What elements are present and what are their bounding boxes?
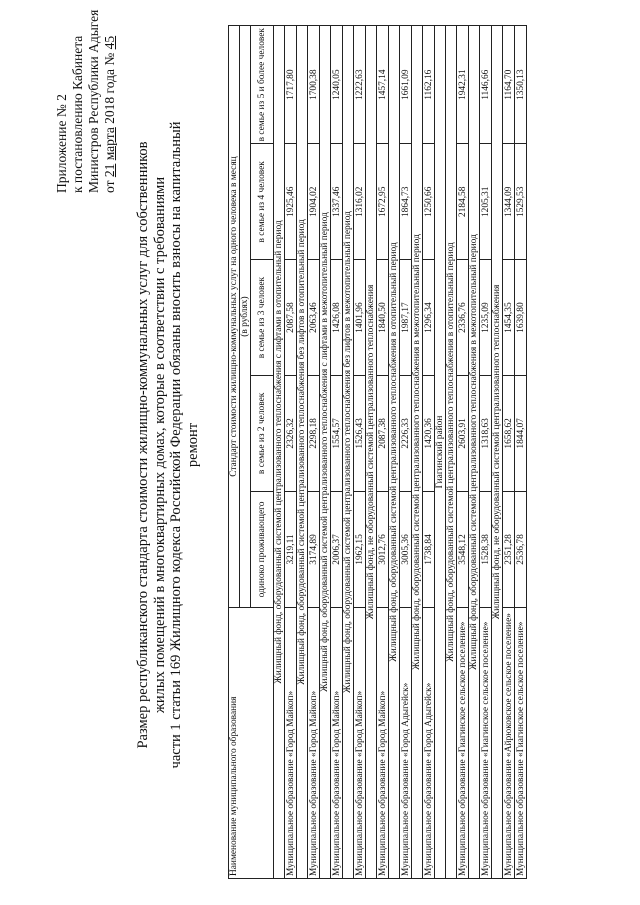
cost-value: 1962,15 — [354, 491, 366, 607]
cost-value: 3005,36 — [400, 491, 412, 607]
table-body — [274, 26, 527, 879]
table-row — [457, 26, 469, 879]
table-row — [515, 26, 527, 879]
housing-category-row — [366, 26, 377, 879]
cost-value: 2536,78 — [515, 491, 527, 607]
cost-value: 1639,80 — [515, 260, 527, 376]
cost-value: 1717,80 — [285, 26, 297, 144]
cost-value: 1672,95 — [377, 144, 389, 260]
cost-value: 1925,46 — [285, 144, 297, 260]
decree-number: 45 — [102, 35, 117, 50]
cost-value: 1840,50 — [377, 260, 389, 376]
table-row — [354, 26, 366, 879]
column-header-municipality: Наименование муниципального образования — [229, 608, 274, 879]
column-group-unit: (в рублях) — [240, 26, 251, 608]
table-header-row — [229, 26, 240, 879]
housing-category-row — [389, 26, 400, 879]
cost-value: 3219,11 — [285, 491, 297, 607]
cost-value: 3548,12 — [457, 491, 469, 607]
column-header: в семье из 5 и более человек — [251, 26, 274, 144]
housing-category-row — [320, 26, 331, 879]
table-row — [480, 26, 492, 879]
housing-category-row — [274, 26, 285, 879]
appendix-title: Приложение № 2 — [54, 94, 69, 193]
cost-value: 1401,96 — [354, 260, 366, 376]
municipality-name: Муниципальное образование «Город Адыгейск» — [400, 608, 412, 879]
cost-value: 1205,31 — [480, 144, 492, 260]
housing-category: Жилищный фонд, не оборудованный системой централизованного теплоснабжения — [492, 26, 503, 879]
cost-value: 2603,91 — [457, 375, 469, 491]
date-year: 2018 года № — [102, 52, 117, 124]
date-prefix: от — [102, 180, 117, 193]
table-row — [423, 26, 435, 879]
housing-category-row — [343, 26, 354, 879]
housing-category: Жилищный фонд, оборудованный системой централизованного теплоснабжения без лифтов в отопительный период — [297, 26, 308, 879]
cost-value: 1337,46 — [331, 144, 343, 260]
cost-value: 2336,76 — [457, 260, 469, 376]
housing-category: Жилищный фонд, оборудованный системой централизованного теплоснабжения в межотопительный период — [412, 26, 423, 879]
table-row — [503, 26, 515, 879]
table-row — [308, 26, 320, 879]
title-line: части 1 статьи 169 Жилищного кодекса Российской Федерации обязаны вносить взносы на капитальный ремонт — [168, 121, 201, 769]
cost-value: 1250,66 — [423, 144, 435, 260]
municipality-name: Муниципальное образование «Город Майкоп» — [308, 608, 320, 879]
appendix-line-3: Министров Республики Адыгея — [86, 9, 101, 193]
cost-value: 1420,36 — [423, 375, 435, 491]
cost-value: 1222,63 — [354, 26, 366, 144]
date-month: марта — [102, 127, 117, 161]
cost-value: 1554,57 — [331, 375, 343, 491]
housing-category: Жилищный фонд, оборудованный системой централизованного теплоснабжения с лифтами в отопительный период — [274, 26, 285, 879]
district-name: Гиагинский район — [435, 26, 446, 879]
cost-value: 1658,62 — [503, 375, 515, 491]
cost-value: 1528,38 — [480, 491, 492, 607]
cost-value: 1162,16 — [423, 26, 435, 144]
cost-value: 1661,09 — [400, 26, 412, 144]
column-header: в семье из 3 человек — [251, 260, 274, 376]
cost-value: 2226,33 — [400, 375, 412, 491]
title-line: Размер республиканского стандарта стоимости жилищно-коммунальных услуг для собственников — [135, 141, 151, 749]
cost-value: 1864,73 — [400, 144, 412, 260]
district-section-row — [435, 26, 446, 879]
cost-value: 1235,09 — [480, 260, 492, 376]
housing-category: Жилищный фонд, не оборудованный системой централизованного теплоснабжения — [366, 26, 377, 879]
housing-category-row — [492, 26, 503, 879]
housing-category: Жилищный фонд, оборудованный системой централизованного теплоснабжения без лифтов в межотопительный период — [343, 26, 354, 879]
housing-category-row — [297, 26, 308, 879]
municipality-name: Муниципальное образование «Город Адыгейск» — [423, 608, 435, 879]
cost-value: 1164,70 — [503, 26, 515, 144]
column-header: в семье из 2 человек — [251, 375, 274, 491]
cost-value: 2298,18 — [308, 375, 320, 491]
appendix-date — [102, 23, 118, 193]
cost-value: 1318,63 — [480, 375, 492, 491]
date-day: 21 — [102, 163, 117, 178]
appendix-header — [54, 9, 118, 193]
cost-value: 1738,84 — [423, 491, 435, 607]
municipality-name: Муниципальное образование «Город Майкоп» — [331, 608, 343, 879]
column-group-header: Стандарт стоимости жилищно-коммунальных услуг на одного человека в месяц — [229, 26, 240, 608]
municipality-name: Муниципальное образование «Айрюковское сельское поселение» — [503, 608, 515, 879]
cost-value: 1457,14 — [377, 26, 389, 144]
housing-category: Жилищный фонд, оборудованный системой централизованного теплоснабжения в отопительный период — [446, 26, 457, 879]
cost-value: 3174,89 — [308, 491, 320, 607]
housing-category-row — [412, 26, 423, 879]
cost-value: 1426,08 — [331, 260, 343, 376]
cost-value: 1344,09 — [503, 144, 515, 260]
housing-category: Жилищный фонд, оборудованный системой централизованного теплоснабжения в межотопительный период — [469, 26, 480, 879]
column-header: в семье из 4 человек — [251, 144, 274, 260]
municipality-name: Муниципальное образование «Город Майкоп» — [377, 608, 389, 879]
title-line: жилых помещений в многоквартирных домах, которые в соответствии с требованиями — [151, 176, 168, 714]
table-row — [377, 26, 389, 879]
cost-value: 1526,43 — [354, 375, 366, 491]
municipality-name: Муниципальное образование «Гиагинское сельское поселение» — [515, 608, 527, 879]
standard-cost-table — [228, 25, 527, 879]
cost-value: 1844,07 — [515, 375, 527, 491]
housing-category-row — [469, 26, 480, 879]
cost-value: 1240,05 — [331, 26, 343, 144]
cost-value: 2087,58 — [285, 260, 297, 376]
document-title — [135, 115, 201, 775]
municipality-name: Муниципальное образование «Город Майкоп» — [285, 608, 297, 879]
cost-value: 3012,76 — [377, 491, 389, 607]
cost-value: 1904,02 — [308, 144, 320, 260]
table-row — [331, 26, 343, 879]
municipality-name: Муниципальное образование «Гиагинское сельское поселение» — [480, 608, 492, 879]
housing-category-row — [446, 26, 457, 879]
cost-value: 1987,17 — [400, 260, 412, 376]
cost-value: 2006,37 — [331, 491, 343, 607]
table-row — [400, 26, 412, 879]
cost-value: 1296,34 — [423, 260, 435, 376]
cost-value: 2087,38 — [377, 375, 389, 491]
table-row — [285, 26, 297, 879]
cost-value: 2063,46 — [308, 260, 320, 376]
cost-value: 1146,66 — [480, 26, 492, 144]
cost-value: 2326,32 — [285, 375, 297, 491]
municipality-name: Муниципальное образование «Гиагинское сельское поселение» — [457, 608, 469, 879]
cost-value: 2351,28 — [503, 491, 515, 607]
cost-value: 1529,53 — [515, 144, 527, 260]
column-header: одиноко проживающего — [251, 491, 274, 607]
cost-value: 1454,35 — [503, 260, 515, 376]
cost-value: 2184,58 — [457, 144, 469, 260]
cost-value: 1350,13 — [515, 26, 527, 144]
cost-value: 1942,31 — [457, 26, 469, 144]
cost-value: 1316,02 — [354, 144, 366, 260]
cost-value: 1700,38 — [308, 26, 320, 144]
housing-category: Жилищный фонд, оборудованный системой централизованного теплоснабжения с лифтами в межотопительный период — [320, 26, 331, 879]
appendix-line-2: к постановлению Кабинета — [70, 35, 85, 193]
municipality-name: Муниципальное образование «Город Майкоп» — [354, 608, 366, 879]
housing-category: Жилищный фонд, оборудованный системой централизованного теплоснабжения в отопительный период — [389, 26, 400, 879]
